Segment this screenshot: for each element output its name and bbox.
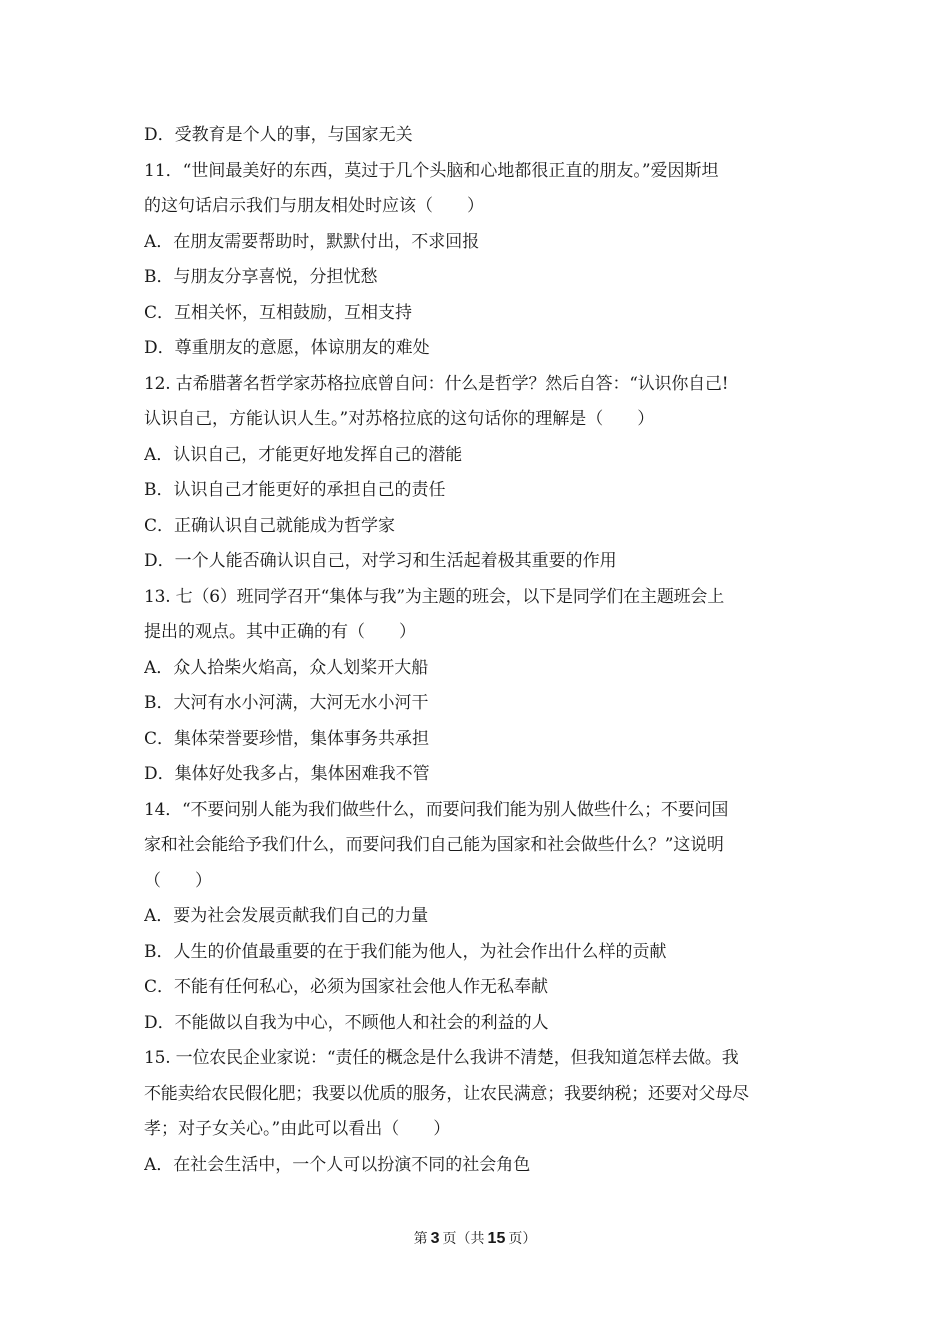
text-line: 11．“世间最美好的东西，莫过于几个头脑和心地都很正直的朋友。”爱因斯坦 bbox=[144, 160, 719, 181]
page-number: 3 bbox=[430, 1230, 440, 1247]
text-line: 的这句话启示我们与朋友相处时应该（ ） bbox=[144, 196, 484, 216]
text-line: 提出的观点。其中正确的有（ ） bbox=[144, 622, 416, 642]
text-line: A．在社会生活中，一个人可以扮演不同的社会角色 bbox=[144, 1154, 531, 1175]
text-line: 14．“不要问别人能为我们做些什么，而要问我们能为别人做些什么；不要问国 bbox=[144, 799, 729, 820]
text-line: B．与朋友分享喜悦，分担忧愁 bbox=[144, 267, 378, 287]
page-total: 15 bbox=[487, 1230, 506, 1247]
text-line: 家和社会能给予我们什么，而要问我们自己能为国家和社会做些什么？”这说明 bbox=[144, 835, 724, 855]
text-line: 13. 七（6）班同学召开“集体与我”为主题的班会，以下是同学们在主题班会上 bbox=[144, 586, 725, 607]
page-footer bbox=[0, 1229, 950, 1249]
text-line: 认识自己，方能认识人生。”对苏格拉底的这句话你的理解是（ ） bbox=[144, 409, 655, 429]
text-line: （ ） bbox=[144, 870, 212, 891]
text-line: 孝；对子女关心。”由此可以看出（ ） bbox=[144, 1119, 451, 1139]
text-line: B．大河有水小河满，大河无水小河干 bbox=[144, 693, 429, 713]
text-line: C．集体荣誉要珍惜，集体事务共承担 bbox=[144, 728, 430, 749]
footer-suffix: 页） bbox=[508, 1231, 537, 1247]
text-line: C．正确认识自己就能成为哲学家 bbox=[144, 515, 396, 536]
text-line: D．不能做以自我为中心，不顾他人和社会的利益的人 bbox=[144, 1012, 549, 1033]
text-line: B．人生的价值最重要的在于我们能为他人，为社会作出什么样的贡献 bbox=[144, 941, 667, 962]
text-line: C．不能有任何私心，必须为国家社会他人作无私奉献 bbox=[144, 977, 549, 997]
text-line: D．集体好处我多占，集体困难我不管 bbox=[144, 764, 430, 784]
text-line: 12. 古希腊著名哲学家苏格拉底曾自问：什么是哲学？然后自答：“认识你自己! bbox=[144, 373, 729, 394]
text-line: 不能卖给农民假化肥；我要以优质的服务，让农民满意；我要纳税；还要对父母尽 bbox=[144, 1083, 749, 1104]
text-line: D．尊重朋友的意愿，体谅朋友的难处 bbox=[144, 338, 430, 358]
footer-middle: 页（共 bbox=[442, 1231, 485, 1247]
text-line: 15. 一位农民企业家说：“责任的概念是什么我讲不清楚，但我知道怎样去做。我 bbox=[144, 1048, 739, 1068]
text-line: D．受教育是个人的事，与国家无关 bbox=[144, 125, 413, 145]
text-line: A．要为社会发展贡献我们自己的力量 bbox=[144, 906, 429, 926]
text-line: A．在朋友需要帮助时，默默付出，不求回报 bbox=[144, 231, 480, 252]
question-text-block bbox=[144, 118, 809, 1183]
text-line: B．认识自己才能更好的承担自己的责任 bbox=[144, 480, 446, 500]
text-line: D．一个人能否确认识自己，对学习和生活起着极其重要的作用 bbox=[144, 551, 617, 571]
text-line: A．认识自己，才能更好地发挥自己的潜能 bbox=[144, 444, 463, 465]
footer-prefix: 第 bbox=[413, 1231, 428, 1247]
text-line: C．互相关怀，互相鼓励，互相支持 bbox=[144, 302, 413, 323]
text-line: A．众人拾柴火焰高，众人划桨开大船 bbox=[144, 657, 429, 678]
